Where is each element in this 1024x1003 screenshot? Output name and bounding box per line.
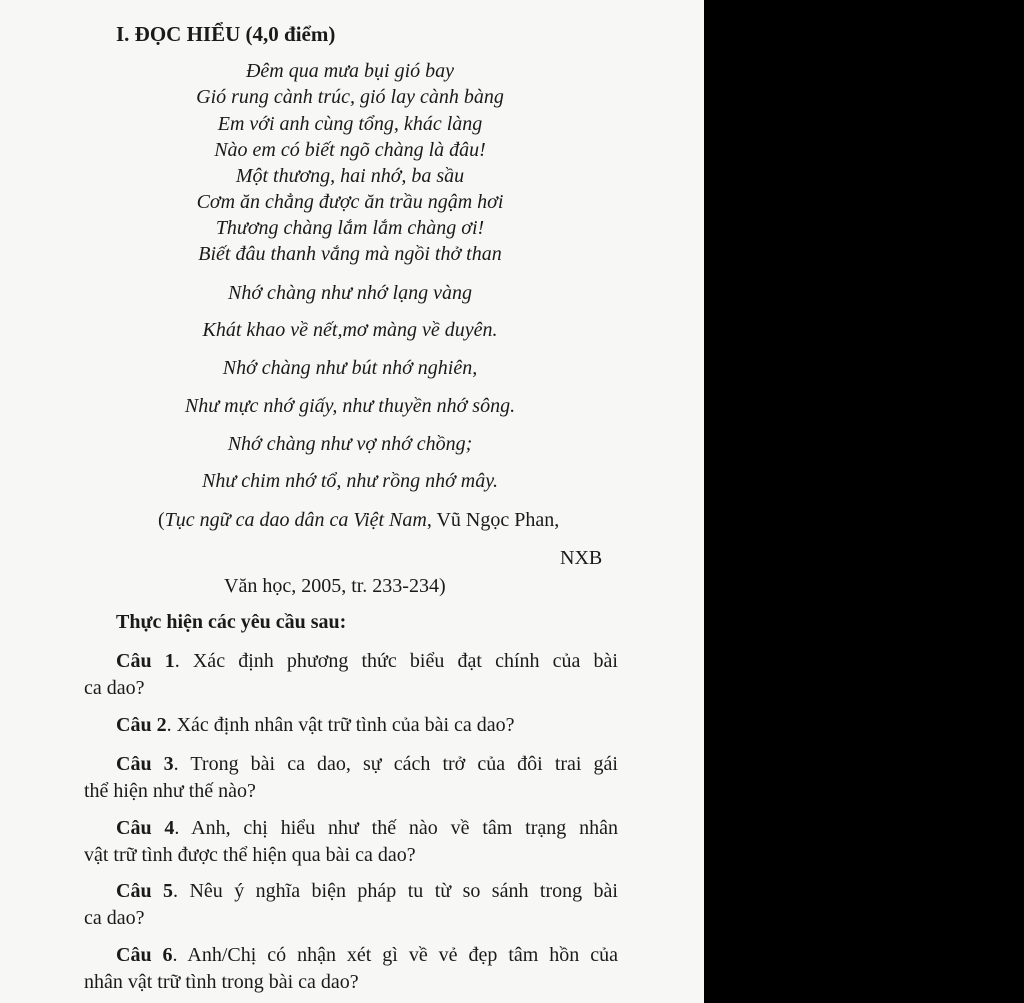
black-margin	[704, 0, 1024, 1003]
question-label: Câu 6	[116, 944, 173, 966]
question-label: Câu 5	[116, 880, 174, 902]
section-title: I. ĐỌC HIỂU (4,0 điểm)	[116, 22, 336, 46]
question-6	[84, 942, 618, 996]
poem-line: Nhớ chàng như bút nhớ nghiên,	[222, 357, 478, 379]
poem-line: Như chim nhớ tổ, như rồng nhớ mây.	[202, 470, 498, 492]
question-text: . Xác định nhân vật trữ tình của bài ca dao?	[166, 714, 515, 736]
question-label: Câu 4	[116, 817, 175, 839]
poem-line: Nhớ chàng như nhớ lạng vàng	[228, 282, 472, 304]
question-label: Câu 3	[116, 753, 174, 775]
question-5	[84, 878, 618, 932]
question-text-cont: nhân vật trữ tình trong bài ca dao?	[84, 971, 359, 993]
poem-line: Một thương, hai nhớ, ba sầu	[235, 165, 465, 187]
question-text-cont: vật trữ tình được thể hiện qua bài ca dao?	[84, 844, 416, 866]
question-3	[84, 751, 618, 805]
poem-line: Biết đâu thanh vắng mà ngồi thở than	[198, 243, 502, 265]
question-label: Câu 2	[116, 714, 167, 736]
source-open-paren: (	[158, 509, 165, 531]
question-4	[84, 815, 618, 869]
poem-line: Nhớ chàng như vợ nhớ chồng;	[227, 433, 473, 455]
instructions-heading: Thực hiện các yêu cầu sau:	[116, 611, 347, 633]
question-text: . Xác định phương thức biểu đạt chính của bài	[174, 650, 618, 672]
source-book-title: Tục ngữ ca dao dân ca Việt Nam	[164, 509, 427, 531]
question-label: Câu 1	[116, 650, 175, 672]
question-text: . Anh/Chị có nhận xét gì về vẻ đẹp tâm hồn của	[172, 944, 618, 966]
source-publisher: NXB	[560, 547, 603, 569]
question-text-cont: ca dao?	[84, 677, 145, 699]
poem-line: Nào em có biết ngõ chàng là đâu!	[214, 139, 486, 161]
poem-line: Khát khao về nết,mơ màng về duyên.	[202, 319, 498, 341]
poem-line: Thương chàng lắm lắm chàng ơi!	[215, 217, 485, 239]
poem-line: Cơm ăn chẳng được ăn trầu ngậm hơi	[196, 191, 504, 213]
question-2	[84, 712, 618, 739]
question-text: . Nêu ý nghĩa biện pháp tu từ so sánh trong bài	[173, 880, 618, 902]
question-text: . Anh, chị hiểu như thế nào về tâm trạng nhân	[174, 817, 618, 839]
poem-line: Gió rung cành trúc, gió lay cành bàng	[196, 86, 504, 108]
question-text-cont: thể hiện như thế nào?	[84, 780, 256, 802]
poem-line: Em với anh cùng tổng, khác làng	[217, 113, 483, 135]
question-text-cont: ca dao?	[84, 907, 145, 929]
poem-line: Đêm qua mưa bụi gió bay	[245, 60, 455, 82]
question-1	[84, 648, 618, 702]
source-details: Văn học, 2005, tr. 233-234)	[224, 575, 446, 597]
source-citation	[158, 509, 559, 532]
source-author: , Vũ Ngọc Phan,	[426, 509, 560, 531]
poem-line: Như mực nhớ giấy, như thuyền nhớ sông.	[184, 395, 516, 417]
question-text: . Trong bài ca dao, sự cách trở của đôi trai gái	[173, 753, 618, 775]
